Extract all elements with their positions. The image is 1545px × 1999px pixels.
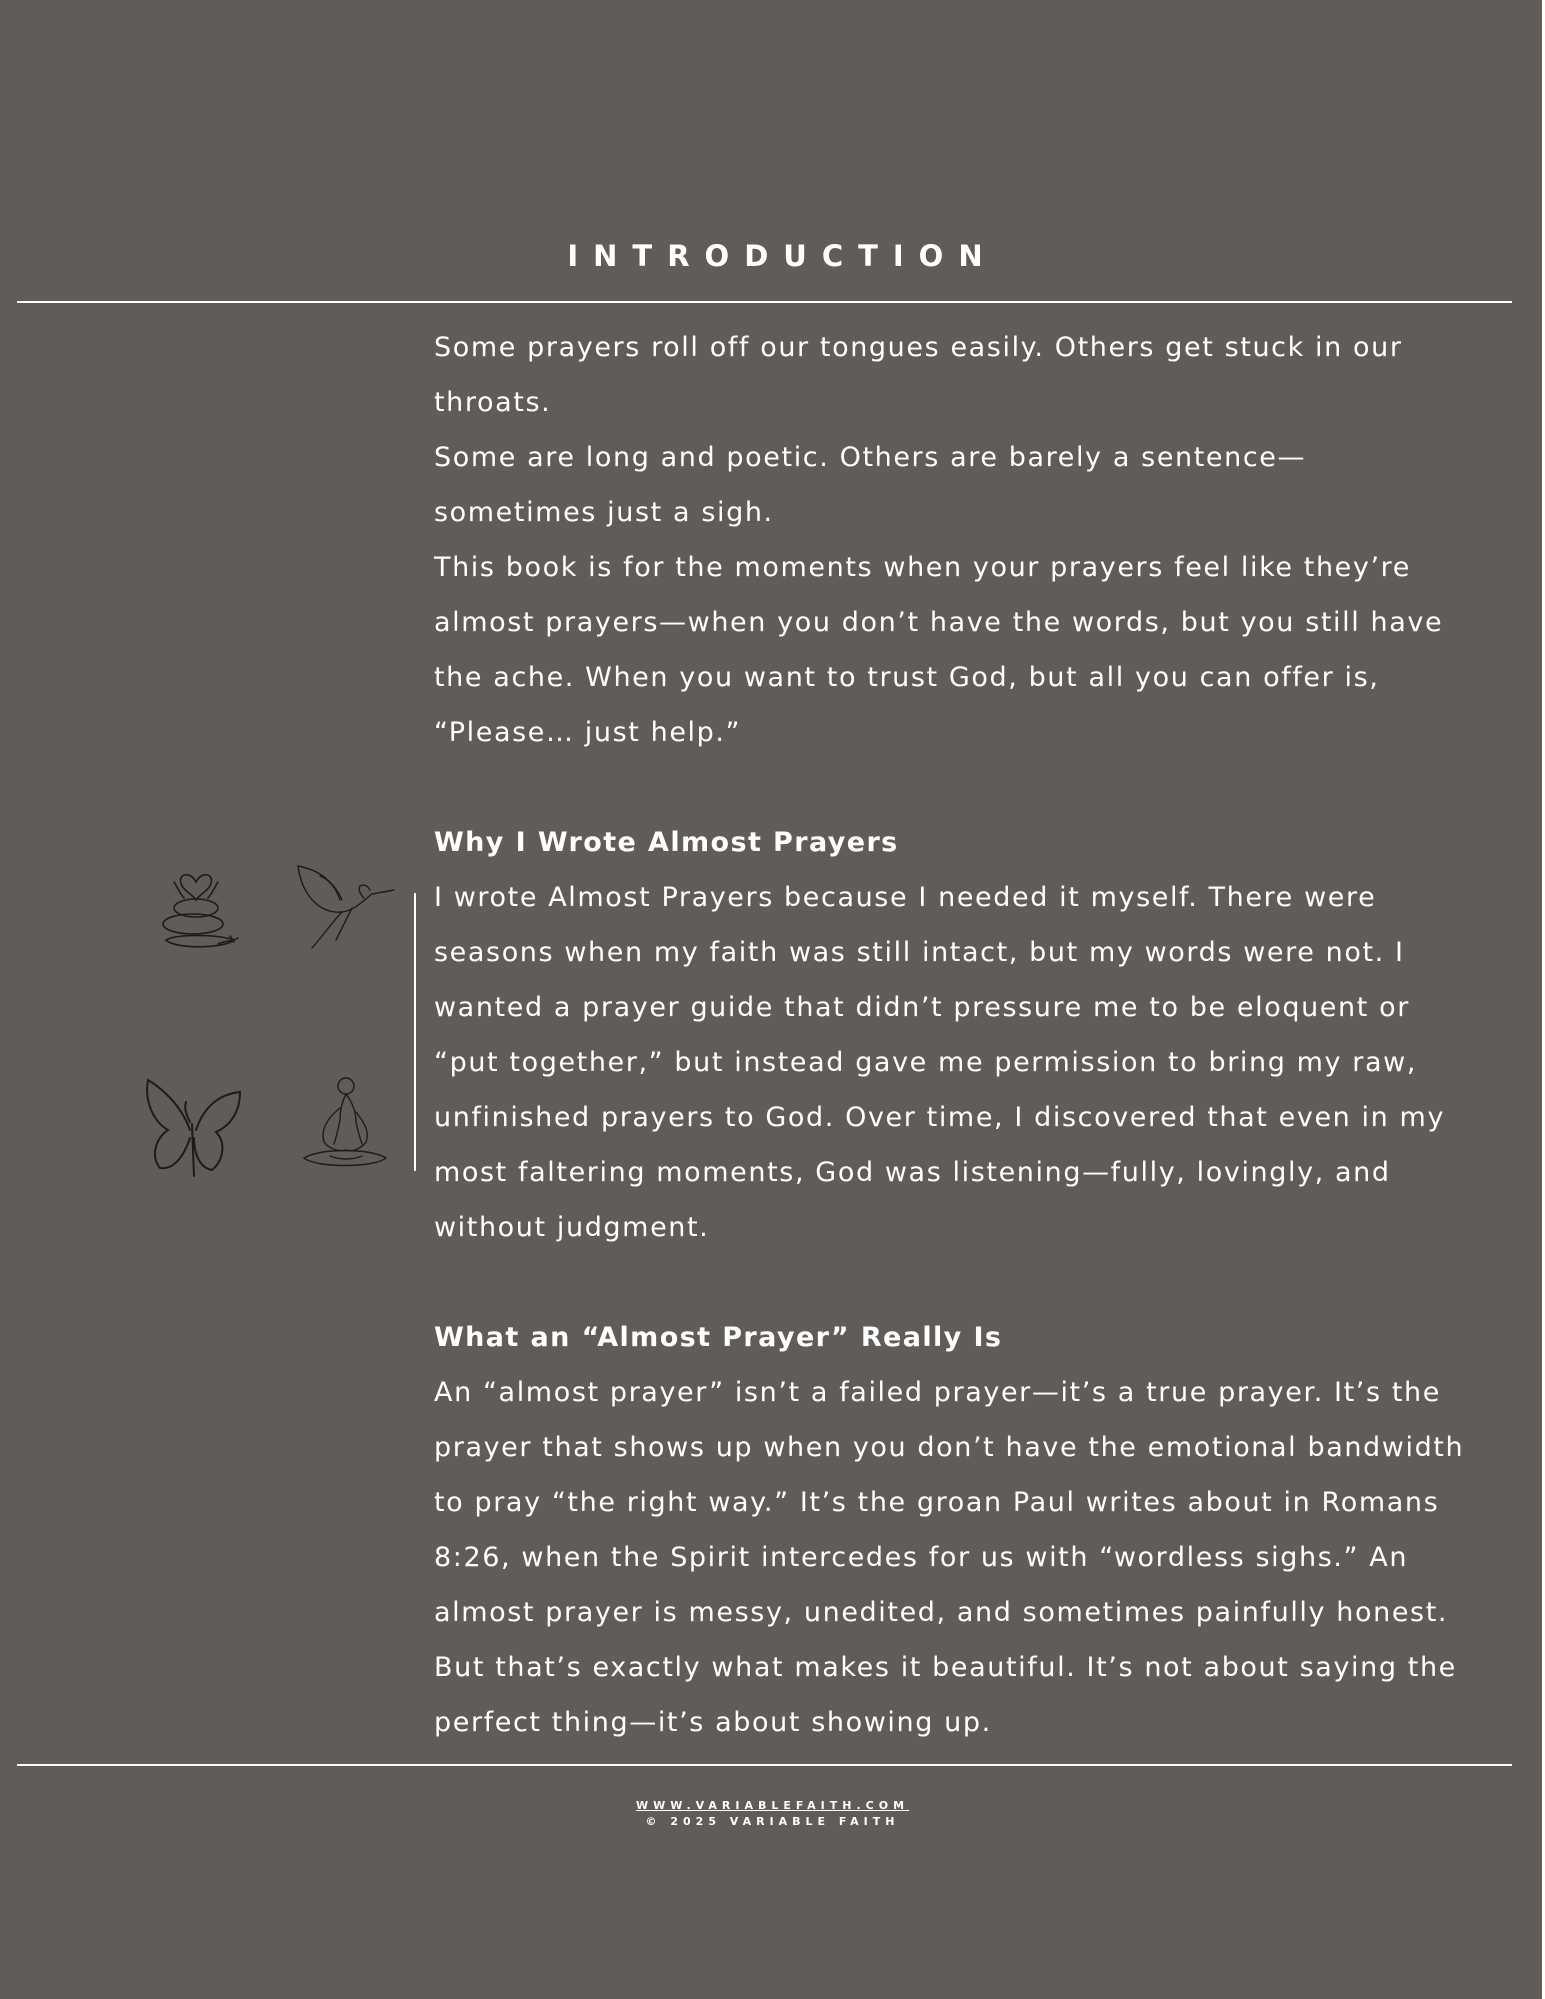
text-line: 8:26, when the Spirit intercedes for us with “wordless sighs.” An	[434, 1542, 1409, 1573]
section-why	[434, 815, 1514, 1255]
text-line: Some prayers roll off our tongues easily. Others get stuck in our	[434, 332, 1403, 363]
text-line: unfinished prayers to God. Over time, I discovered that even in my	[434, 1102, 1446, 1133]
footer-copyright: © 2025 VARIABLE FAITH	[645, 1815, 900, 1828]
text-line: An “almost prayer” isn’t a failed prayer—it’s a true prayer. It’s the	[434, 1377, 1441, 1408]
text-line: throats.	[434, 387, 552, 418]
text-line: almost prayers—when you don’t have the words, but you still have	[434, 607, 1444, 638]
section-heading: What an “Almost Prayer” Really Is	[434, 1322, 1003, 1353]
text-line: This book is for the moments when your prayers feel like they’re	[434, 552, 1411, 583]
page-title: INTRODUCTION	[567, 239, 998, 273]
stacked-stones-heart-icon	[146, 856, 246, 956]
intro-paragraph	[434, 320, 1514, 760]
text-line: perfect thing—it’s about showing up.	[434, 1707, 992, 1738]
vertical-divider	[414, 893, 416, 1171]
text-line: But that’s exactly what makes it beautiful. It’s not about saying the	[434, 1652, 1457, 1683]
top-divider	[17, 301, 1512, 303]
text-line: most faltering moments, God was listening—fully, lovingly, and	[434, 1157, 1391, 1188]
bottom-divider	[17, 1764, 1512, 1766]
footer-website-link[interactable]: WWW.VARIABLEFAITH.COM	[635, 1799, 910, 1812]
text-line: without judgment.	[434, 1212, 710, 1243]
text-line: sometimes just a sigh.	[434, 497, 774, 528]
text-line: wanted a prayer guide that didn’t pressure me to be eloquent or	[434, 992, 1410, 1023]
section-heading: Why I Wrote Almost Prayers	[434, 827, 899, 858]
butterfly-icon	[140, 1072, 250, 1182]
text-line: the ache. When you want to trust God, but all you can offer is,	[434, 662, 1380, 693]
text-line: “put together,” but instead gave me permission to bring my raw,	[434, 1047, 1418, 1078]
decorative-icons	[140, 850, 430, 1200]
spacer	[434, 1255, 1514, 1310]
section-what	[434, 1310, 1514, 1750]
text-line: prayer that shows up when you don’t have the emotional bandwidth	[434, 1432, 1465, 1463]
spacer	[434, 760, 1514, 815]
text-line: I wrote Almost Prayers because I needed it myself. There were	[434, 882, 1377, 913]
text-line: to pray “the right way.” It’s the groan Paul writes about in Romans	[434, 1487, 1440, 1518]
text-line: “Please… just help.”	[434, 717, 742, 748]
text-line: seasons when my faith was still intact, but my words were not. I	[434, 937, 1405, 968]
text-line: Some are long and poetic. Others are barely a sentence—	[434, 442, 1307, 473]
hummingbird-icon	[290, 856, 400, 956]
meditating-figure-icon	[290, 1072, 400, 1182]
footer	[0, 1798, 1545, 1830]
content-column	[434, 320, 1514, 1750]
text-line: almost prayer is messy, unedited, and sometimes painfully honest.	[434, 1597, 1449, 1628]
